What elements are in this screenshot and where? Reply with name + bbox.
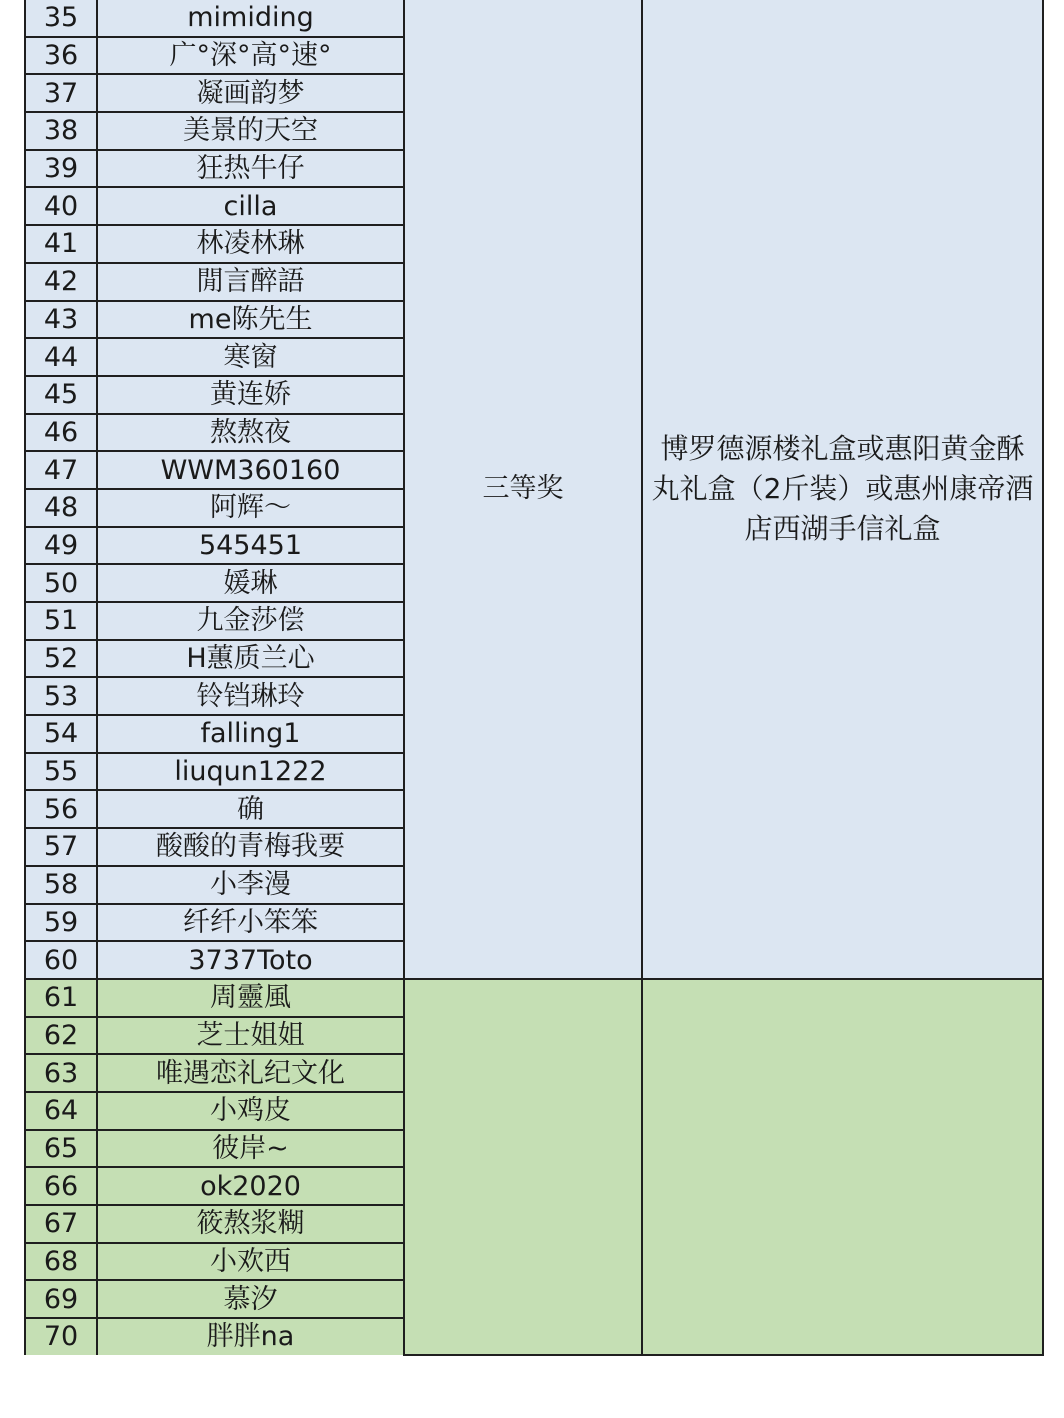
winner-name: 林凌林琳	[97, 225, 404, 263]
winner-name: 小鸡皮	[97, 1092, 404, 1130]
row-number: 35	[25, 0, 97, 37]
winner-name: me陈先生	[97, 301, 404, 339]
row-number: 39	[25, 150, 97, 188]
row-number: 54	[25, 715, 97, 753]
row-number: 49	[25, 527, 97, 565]
row-number: 51	[25, 602, 97, 640]
winner-name: 美景的天空	[97, 112, 404, 150]
winner-name: 确	[97, 790, 404, 828]
row-number: 47	[25, 451, 97, 489]
winners-table-body	[25, 0, 1043, 1355]
winner-name: 九金莎偿	[97, 602, 404, 640]
row-number: 38	[25, 112, 97, 150]
row-number: 66	[25, 1167, 97, 1205]
winner-name: 唯遇恋礼纪文化	[97, 1054, 404, 1092]
row-number: 53	[25, 677, 97, 715]
row-number: 42	[25, 263, 97, 301]
row-number: 63	[25, 1054, 97, 1092]
row-number: 52	[25, 640, 97, 678]
row-number: 41	[25, 225, 97, 263]
row-number: 46	[25, 414, 97, 452]
prize-gift	[642, 979, 1043, 1355]
row-number: 65	[25, 1130, 97, 1168]
winner-name: 狂热牛仔	[97, 150, 404, 188]
row-number: 44	[25, 338, 97, 376]
row-number: 45	[25, 376, 97, 414]
prize-level: 三等奖	[404, 0, 642, 979]
winner-name: mimiding	[97, 0, 404, 37]
row-number: 36	[25, 37, 97, 75]
row-number: 57	[25, 828, 97, 866]
winner-name: 周靈風	[97, 979, 404, 1017]
row-number: 56	[25, 790, 97, 828]
winner-name: 寒窗	[97, 338, 404, 376]
winner-name: 纤纤小笨笨	[97, 904, 404, 942]
winner-name: 铃铛琳玲	[97, 677, 404, 715]
row-number: 37	[25, 74, 97, 112]
winner-name: ok2020	[97, 1167, 404, 1205]
winner-name: 广°深°高°速°	[97, 37, 404, 75]
winner-name: 545451	[97, 527, 404, 565]
winner-name: 3737Toto	[97, 941, 404, 979]
winner-name: H蕙质兰心	[97, 640, 404, 678]
winner-name: 小欢西	[97, 1243, 404, 1281]
winner-name: WWM360160	[97, 451, 404, 489]
row-number: 62	[25, 1017, 97, 1055]
winner-name: 媛琳	[97, 564, 404, 602]
row-number: 48	[25, 489, 97, 527]
table-row	[25, 979, 1043, 1017]
winner-name: 芝士姐姐	[97, 1017, 404, 1055]
table-row	[25, 0, 1043, 37]
row-number: 40	[25, 187, 97, 225]
row-number: 58	[25, 866, 97, 904]
row-number: 68	[25, 1243, 97, 1281]
prize-level	[404, 979, 642, 1355]
row-number: 70	[25, 1318, 97, 1355]
row-number: 67	[25, 1205, 97, 1243]
winner-name: 阿辉～	[97, 489, 404, 527]
row-number: 59	[25, 904, 97, 942]
winner-name: 閒言醉語	[97, 263, 404, 301]
winner-name: 黄连娇	[97, 376, 404, 414]
winner-name: 胖胖na	[97, 1318, 404, 1355]
winner-name: 小李漫	[97, 866, 404, 904]
row-number: 60	[25, 941, 97, 979]
prize-gift: 博罗德源楼礼盒或惠阳黄金酥丸礼盒（2斤装）或惠州康帝酒店西湖手信礼盒	[642, 0, 1043, 979]
winners-table	[24, 0, 1044, 1356]
winner-name: cilla	[97, 187, 404, 225]
winner-name: 酸酸的青梅我要	[97, 828, 404, 866]
row-number: 64	[25, 1092, 97, 1130]
row-number: 55	[25, 753, 97, 791]
winner-name: 熬熬夜	[97, 414, 404, 452]
winner-name: liuqun1222	[97, 753, 404, 791]
winner-name: 彼岸~	[97, 1130, 404, 1168]
row-number: 61	[25, 979, 97, 1017]
row-number: 43	[25, 301, 97, 339]
winner-name: 慕汐	[97, 1280, 404, 1318]
winner-name: 凝画韵梦	[97, 74, 404, 112]
winner-name: 筱熬浆糊	[97, 1205, 404, 1243]
winner-name: falling1	[97, 715, 404, 753]
row-number: 69	[25, 1280, 97, 1318]
row-number: 50	[25, 564, 97, 602]
